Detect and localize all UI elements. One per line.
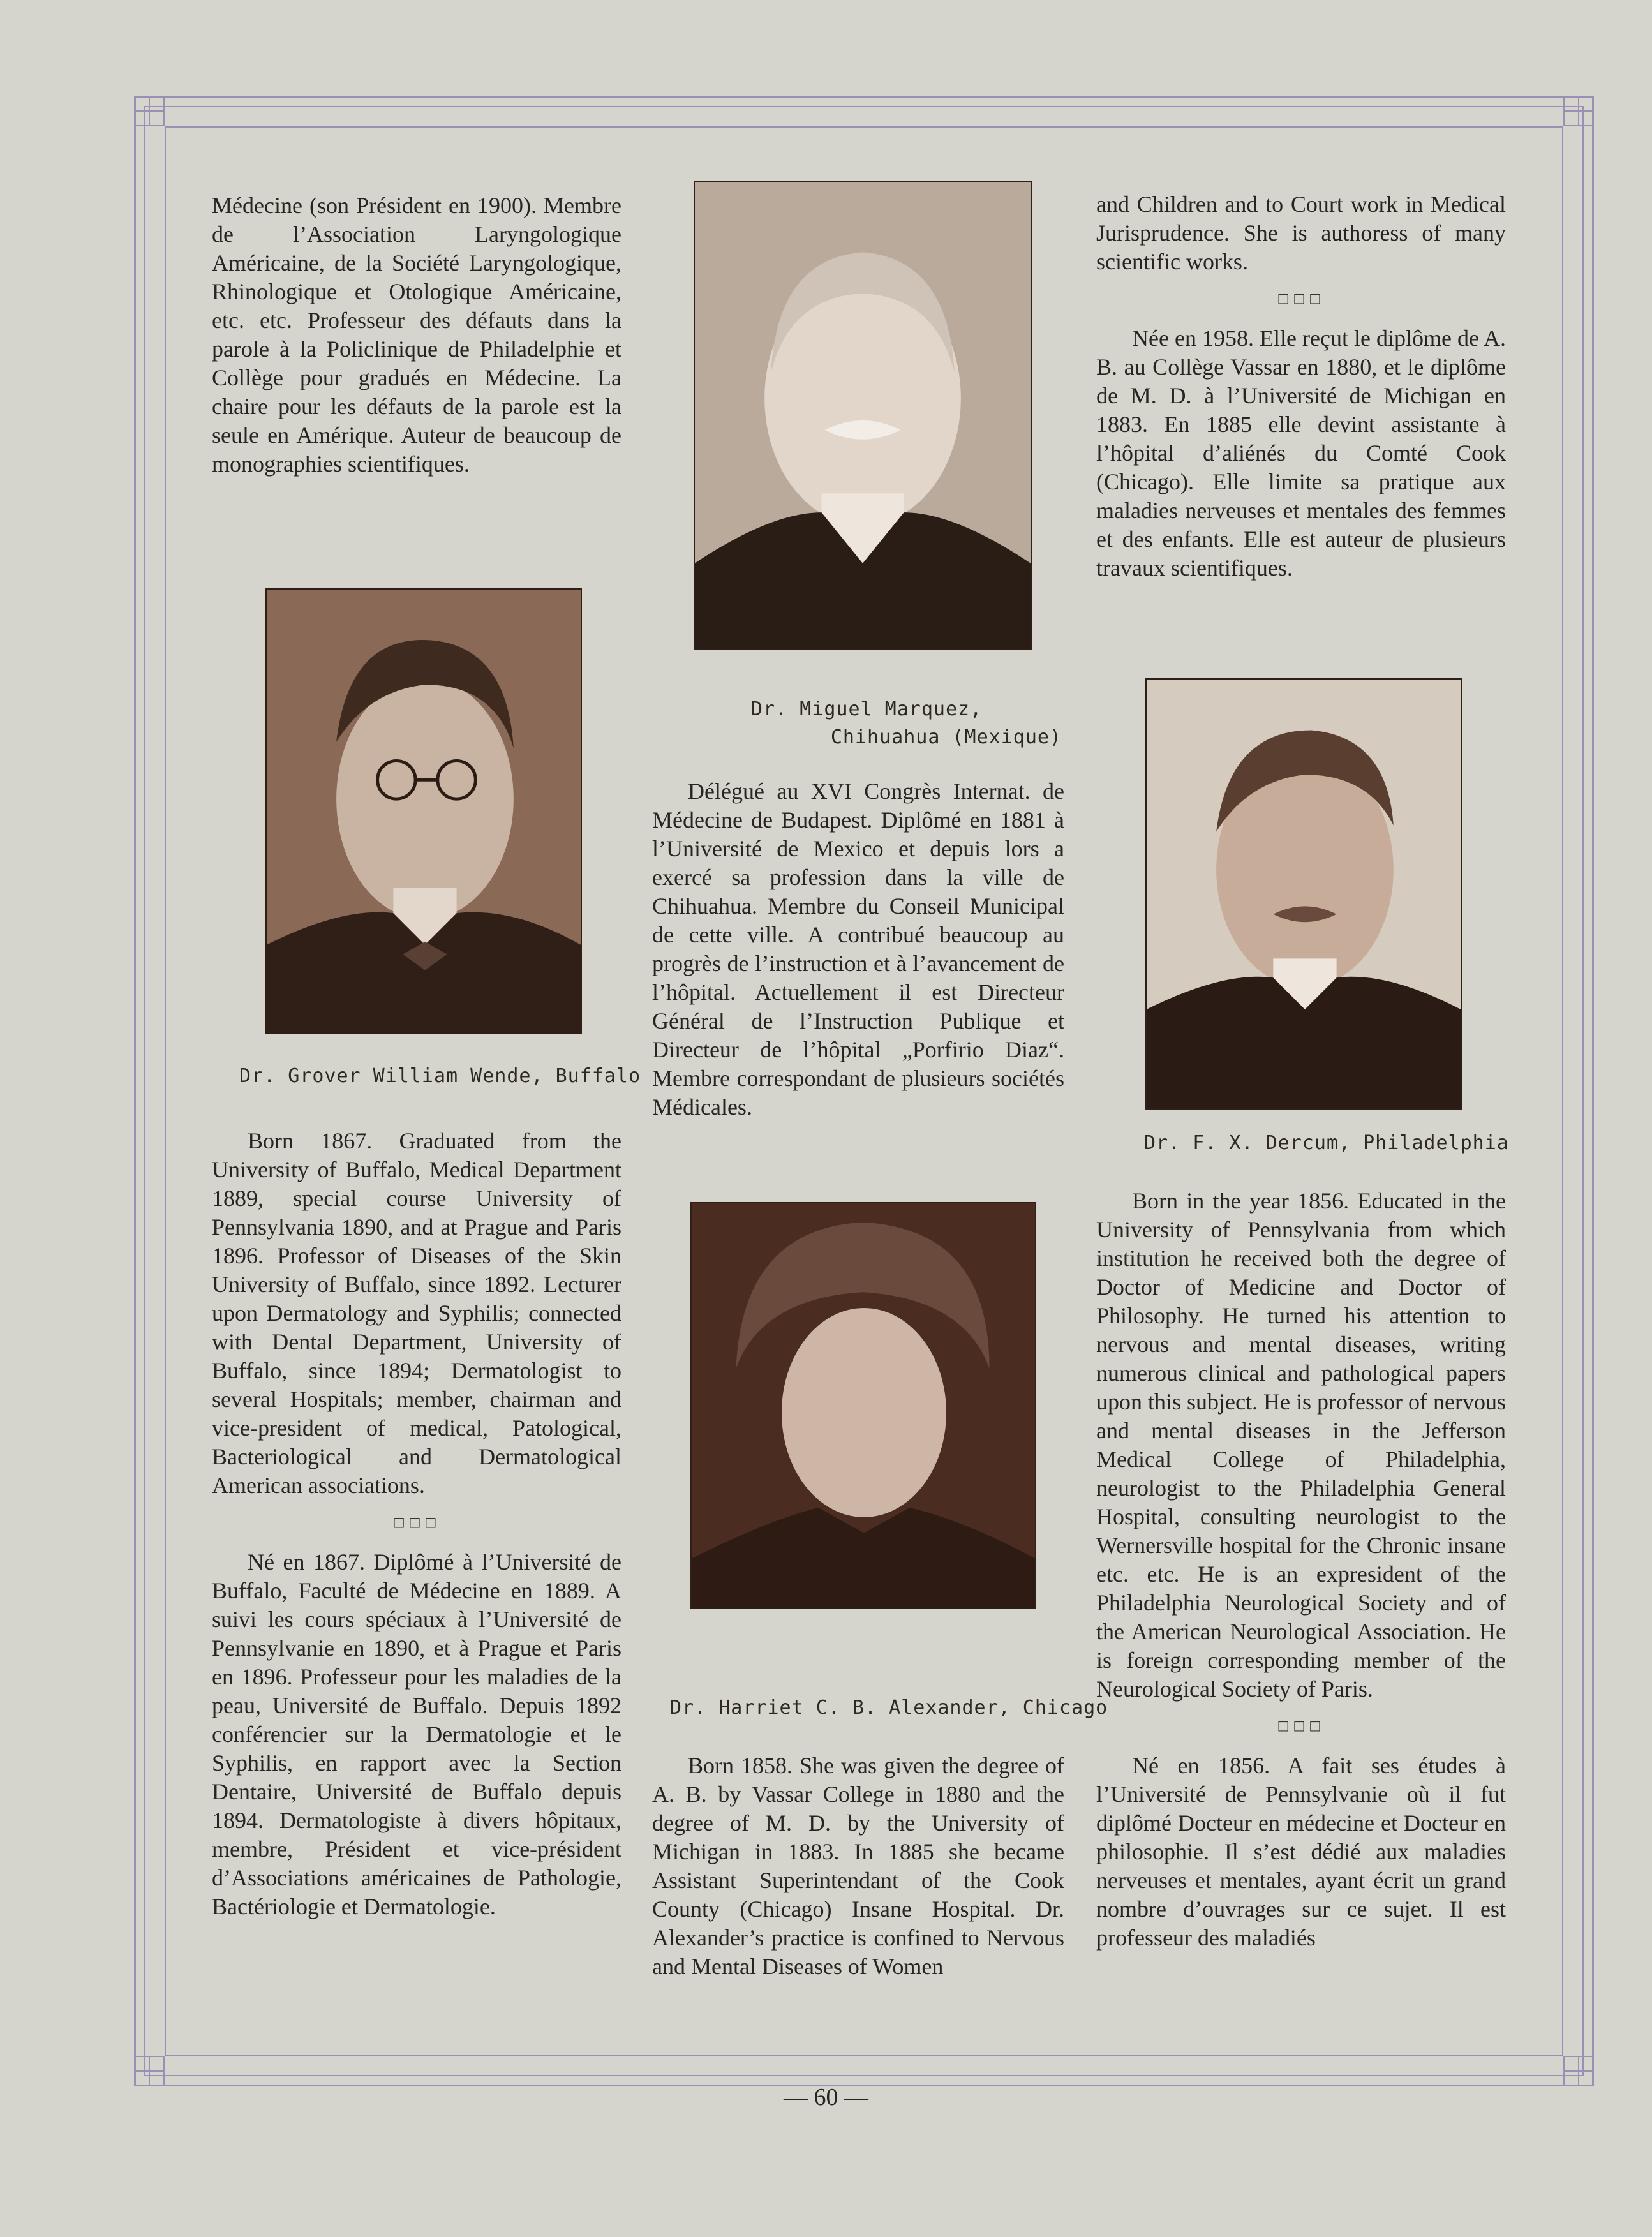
left-column-intro [212,191,621,479]
section-separator: □□□ [392,1514,441,1529]
right-column-bottom [1096,1187,1506,1952]
section-separator: □□□ [1277,1718,1325,1733]
middle-column-marquez [652,777,1064,1122]
wende-french-bio: Né en 1867. Diplômé à l’Université de Buffalo, Faculté de Médecine en 1889. A suivi les cours spéciaux à l’Université de Pennsylvanie en 1890, et à Prague et Paris en 1896. Professeur pour les maladies de la peau, Université de Buffalo. Depuis 1892 conférencier sur la Dermatologie et le Syphilis, en rapport avec la Section Dentaire, Université de Buffalo depuis 1894. Dermatologiste à divers hôpitaux, membre, Président et vice-président d’Associations américaines de Pathologie, Bactériologie et Dermatologie. [212,1549,621,1919]
left-column-body [212,1127,621,1921]
alexander-english-bio-continued: and Children and to Court work in Medical Jurisprudence. She is authoress of many scientific works. [1096,191,1506,274]
portrait-alexander [690,1202,1036,1609]
middle-column-alexander [652,1751,1064,1981]
right-column-top [1096,190,1506,583]
corner-ornament [134,96,165,126]
dercum-english-bio: Born in the year 1856. Educated in the University of Pennsylvania from which institution he received both the degree of Doctor of Medicine and Doctor of Philosophy. He turned his attention to nervous and mental diseases, writing numerous clinical and pathological papers upon this subject. He is professor of nervous and mental diseases in the Jefferson Medical College of Philadelphia, neurologist to the Philadelphia General Hospital, consulting neurologist to the Wernersville hospital for the Chronic insane etc. etc. He is an expresident of the Philadelphia Neurological Society and of the American Neurological Association. He is foreign corresponding member of the Neurological Society of Paris. [1096,1188,1506,1702]
caption-alexander: Dr. Harriet C. B. Alexander, Chicago [670,1697,1108,1719]
marquez-french-bio: Délégué au XVI Congrès Internat. de Médecine de Budapest. Diplômé en 1881 à l’Université de Mexico et depuis lors a exercé sa profession dans la ville de Chihuahua. Membre du Conseil Municipal de cette ville. A contribué beaucoup au progrès de l’instruction et à l’avancement de l’hôpital. Actuellement il est Directeur Général de l’Instruction Publique et Directeur de l’hôpital „Porfirio Diaz“. Membre correspondant de plusieurs sociétés Médicales. [652,778,1064,1120]
caption-wende: Dr. Grover William Wende, Buffalo [239,1065,641,1087]
corner-ornament [134,2056,165,2086]
caption-dercum: Dr. F. X. Dercum, Philadelphia [1144,1132,1509,1154]
portrait-dercum [1145,678,1462,1110]
portrait-wende [265,588,582,1034]
section-separator: □□□ [1277,290,1325,306]
dercum-french-bio: Né en 1856. A fait ses études à l’Université de Pennsylvanie où il fut diplômé Docteur en médecine et Docteur en philosophie. Il s’est dédié aux maladies nerveuses et mentales, ayant écrit un grand nombre d’ouvrages sur ce sujet. Il est professeur des maladiés [1096,1753,1506,1951]
corner-ornament [1563,2056,1594,2086]
intro-paragraph: Médecine (son Président en 1900). Membre de l’Association Laryngologique Américaine, de la Société Laryngologique, Rhinologique et Otologique Américaine, etc. etc. Professeur des défauts dans la parole à la Policlinique de Philadelphie et Collège pour gradués en Médecine. La chaire pour les défauts de la parole est la seule en Amérique. Auteur de beaucoup de monographies scientifiques. [212,193,621,477]
wende-english-bio: Born 1867. Graduated from the University of Buffalo, Medical Department 1889, special course University of Pennsylvania 1890, and at Prague and Paris 1896. Professor of Diseases of the Skin University of Buffalo, since 1892. Lecturer upon Dermatology and Syphilis; connected with Dental Department, University of Buffalo, since 1894; Dermatologist to several Hospitals; member, chairman and vice-president of medical, Patological, Bacteriological and Dermatological American associations. [212,1128,621,1498]
portrait-marquez [694,181,1032,650]
corner-ornament [1563,96,1594,126]
page-number: — 60 — [784,2084,868,2111]
caption-marquez: Dr. Miguel Marquez, Chihuahua (Mexique) [751,698,1062,748]
alexander-french-bio: Née en 1958. Elle reçut le diplôme de A. B. au Collège Vassar en 1880, et le diplôme de M. D. à l’Université de Michigan en 1883. En 1885 elle devint assistante à l’hôpital d’aliénés du Comté Cook (Chicago). Elle limite sa pratique aux maladies nerveuses et mentales des femmes et des enfants. Elle est auteur de plusieurs travaux scientifiques. [1096,325,1506,581]
alexander-english-bio: Born 1858. She was given the degree of A. B. by Vassar College in 1880 and the degree of M. D. by the University of Michigan in 1883. In 1885 she became Assistant Superintendant of the Cook County (Chicago) Insane Hospital. Dr. Alexander’s practice is confined to Nervous and Mental Diseases of Women [652,1753,1064,1979]
